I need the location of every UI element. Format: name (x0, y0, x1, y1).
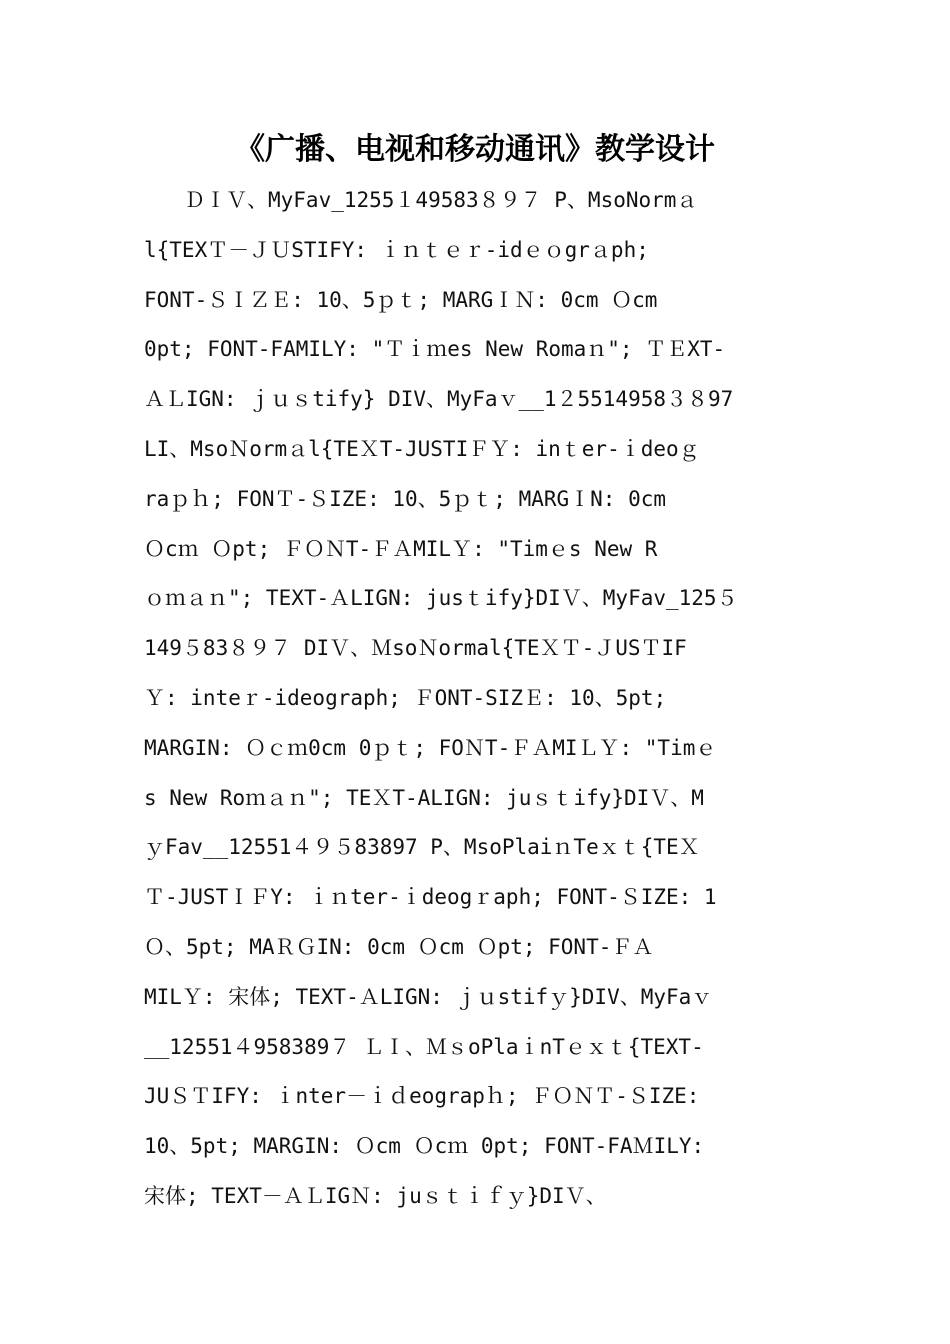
body-line: 宋体; TEXT－ＡＬIGＮ: juｓｔｉｆｙ}DIＶ、 (144, 1183, 607, 1208)
body-line: ｙFav__12551４９５83897 P、MsoPlaiｎTeｘｔ{TEＸ (144, 835, 700, 860)
body-line: Ｔ-JUSTＩＦY: ｉｎter-ｉdeogｒaph; FONT-ＳIZE: 1 (144, 885, 717, 910)
body-line: JUＳＴIFY: ｉnter－ｉｄeograpｈ; ＦＯＮＴ-ＳIZE: (144, 1084, 700, 1109)
body-line: 0pt; FONT-FAMILY: "Ｔｉｍes New Romaｎ"; ＴＥXT- (144, 337, 726, 362)
document-body (144, 176, 824, 1222)
body-line: 149５83８９７ DIＶ、ＭsoＮormal{TEＸＴ-ＪUSＴIF (144, 636, 687, 661)
body-line: Ｏ、5pt; MAＲＧIN: 0cm Ｏcm Ｏpt; FONT-ＦＡ (144, 934, 654, 959)
body-line: ＡＬIGN: ｊｕｓtify} DIV、MyFaｖ__1２5514958３８97 (144, 387, 734, 412)
body-line: LI、MsoＮormａl{TEＸT-JUSTIＦＹ: inｔer-ｉdeoｇ (144, 436, 700, 461)
body-line: Ｙ: inteｒ-ideograph; ＦONT-SIZＥ: 10、5pt; (144, 685, 667, 710)
document-title: 《广播、电视和移动通讯》教学设计 (235, 132, 715, 167)
body-line: s New Roｍａｎ"; TEＸT-ALIGN: juｓｔify}DIＶ、M (144, 785, 704, 810)
body-line: MILＹ: 宋体; TEXT-ＡLIGN: ｊｕstifｙ}DIV、MyFaｖ (144, 984, 713, 1009)
body-line: ｏｍａｎ"; TEXT-ＡLIGN: jusｔify}DIＶ、MyFav_125５ (144, 586, 738, 611)
body-line: __12551４958389７ ＬＩ、ＭｓoPlaｉnTｅｘｔ{TEXT- (144, 1034, 704, 1059)
body-line: ＤＩＶ、MyFav_1255１49583８９７ P、MsoNormａ (184, 188, 698, 212)
body-line: FONT-ＳＩＺＥ: 10、5ｐｔ; MARGＩＮ: 0cm Ｏcm (144, 287, 658, 312)
body-line: 10、5pt; MARGIN: Ｏcm Ｏcｍ 0pt; FONT-FAＭILY: (144, 1134, 705, 1159)
body-line: raｐｈ; FONＴ-ＳIZE: 10、5ｐｔ; MARGＩN: 0cm (144, 486, 667, 511)
body-line: l{TEXＴ－ＪＵSTIFY: ｉｎｔｅｒ-idｅｏgrａph; (144, 237, 649, 262)
body-line: MARGIN: Ｏｃｍ0cm 0ｐｔ; FOＮT-ＦＡMIＬＹ: "Timｅ (144, 735, 717, 760)
body-line: Ｏcｍ Ｏpt; ＦＯＮT-ＦＡMILＹ: "Timｅs New R (144, 536, 658, 561)
